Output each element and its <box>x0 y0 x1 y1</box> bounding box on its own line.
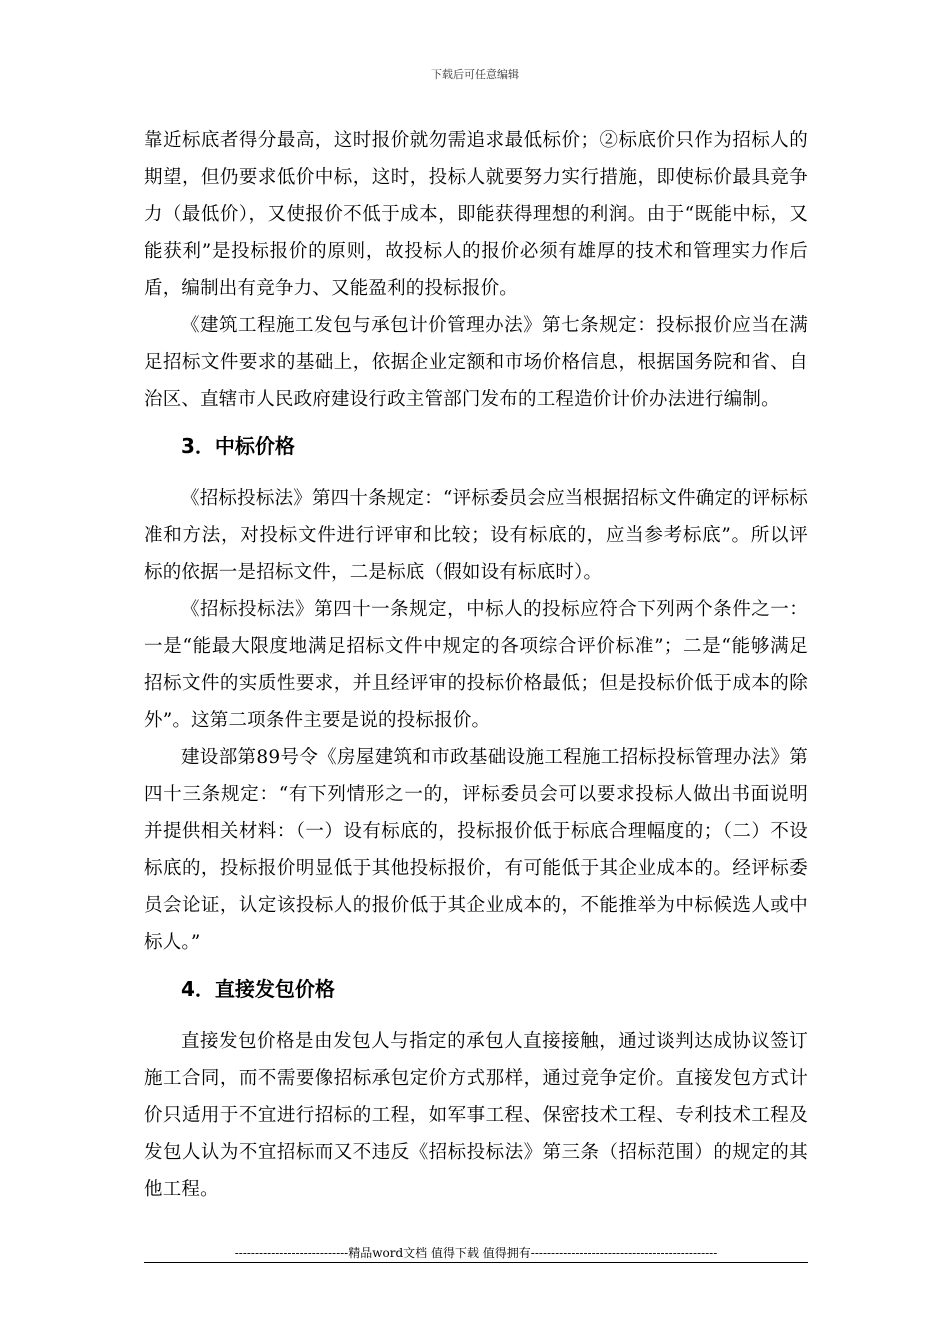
paragraph-direct-contract: 直接发包价格是由发包人与指定的承包人直接接触，通过谈判达成协议签订施工合同，而不需要像招标承包定价方式那样，通过竞争定价。直接发包方式计价只适用于不宜进行招标的工程，如军事工程、保密技术工程、专利技术工程及发包人认为不宜招标而又不违反《招标投标法》第三条（招标范围）的规定的其他工程。 <box>144 1031 808 1200</box>
page-header-note: 下载后可任意编辑 <box>431 68 519 81</box>
paragraph-order-89: 建设部第89号令《房屋建筑和市政基础设施工程施工招标投标管理办法》第四十三条规定：“有下列情形之一的，评标委员会可以要求投标人做出书面说明并提供相关材料：（一）设有标底的，投标报价低于标底合理幅度的；（二）不设标底的，投标报价明显低于其他投标报价，有可能低于其企业成本的。经评标委员会论证，认定该投标人的报价低于其企业成本的，不能推举为中标候选人或中标人。” <box>144 747 808 953</box>
footer-divider <box>144 1262 808 1263</box>
paragraph-article-41: 《招标投标法》第四十一条规定，中标人的投标应符合下列两个条件之一：一是“能最大限度地满足招标文件中规定的各项综合评价标准”；二是“能够满足招标文件的实质性要求，并且经评审的投标价格最低；但是投标价低于成本的除外”。这第二项条件主要是说的投标报价。 <box>144 599 808 731</box>
document-body <box>144 122 808 1208</box>
section-heading-direct-contract-price: 4．直接发包价格 <box>181 977 335 1001</box>
page-footer-note: ----------------------------精品word文档 值得下载 值得拥有---------------------------------------------- <box>234 1246 718 1260</box>
paragraph-pricing-regulation: 《建筑工程施工发包与承包计价管理办法》第七条规定：投标报价应当在满足招标文件要求的基础上，依据企业定额和市场价格信息，根据国务院和省、自治区、直辖市人民政府建设行政主管部门发布的工程造价计价办法进行编制。 <box>144 315 808 410</box>
paragraph-bid-strategy: 靠近标底者得分最高，这时报价就勿需追求最低标价；②标底价只作为招标人的期望，但仍要求低价中标，这时，投标人就要努力实行措施，即使标价最具竞争力（最低价），又使报价不低于成本，即能获得理想的利润。由于“既能中标，又能获利”是投标报价的原则，故投标人的报价必须有雄厚的技术和管理实力作后盾，编制出有竞争力、又能盈利的投标报价。 <box>144 130 808 299</box>
section-heading-winning-price: 3．中标价格 <box>181 434 295 458</box>
paragraph-article-40: 《招标投标法》第四十条规定：“评标委员会应当根据招标文件确定的评标标准和方法，对投标文件进行评审和比较；设有标底的，应当参考标底”。所以评标的依据一是招标文件，二是标底（假如设有标底时）。 <box>144 488 808 583</box>
